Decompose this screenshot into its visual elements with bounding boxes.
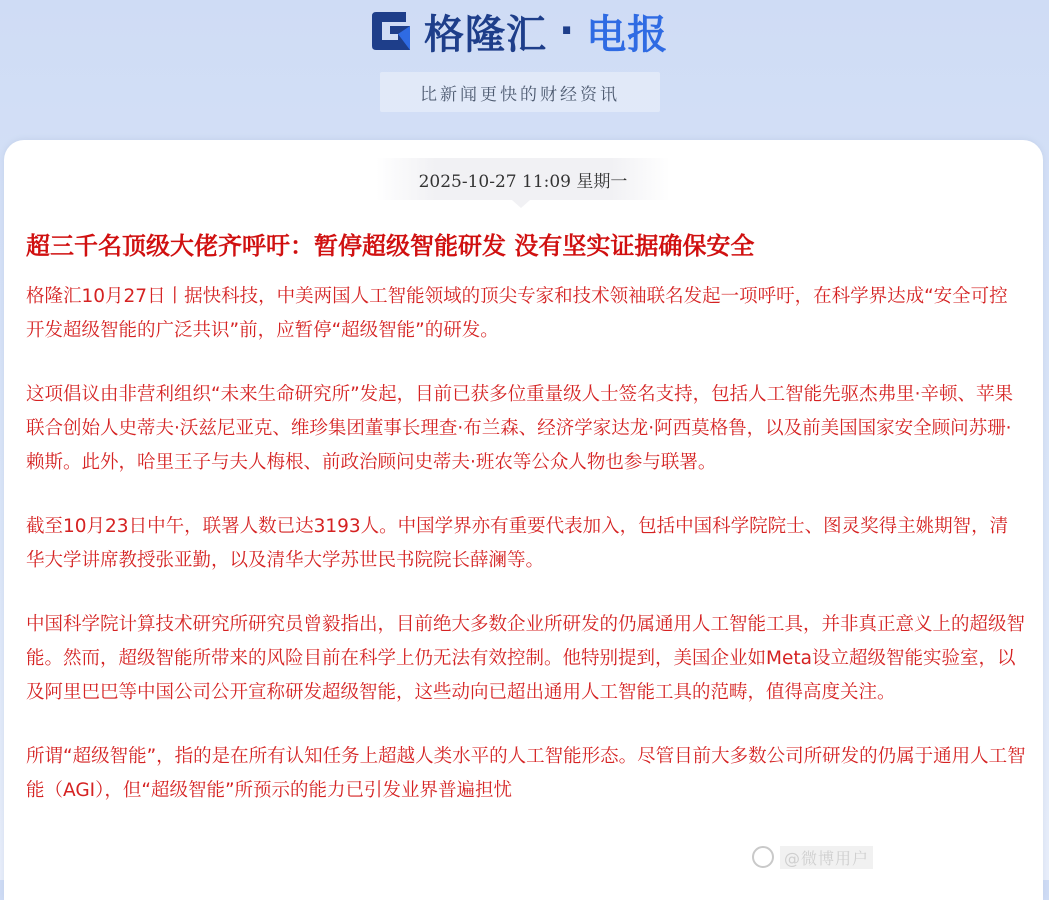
article-body: [26, 280, 1026, 838]
brand-separator: ·: [559, 8, 575, 54]
article-paragraph: 截至10月23日中午，联署人数已达3193人。中国学界亦有重要代表加入，包括中国科学院院士、图灵奖得主姚期智，清华大学讲席教授张亚勤，以及清华大学苏世民书院院长薛澜等。: [26, 516, 1009, 571]
tagline-box: [380, 72, 660, 112]
article-headline: 超三千名顶级大佬齐呼吁：暂停超级智能研发 没有坚实证据确保安全: [26, 231, 755, 260]
article-paragraph: 所谓“超级智能”，指的是在所有认知任务上超越人类水平的人工智能形态。尽管目前大多数公司所研发的仍属于通用人工智能（AGI），但“超级智能”所预示的能力已引发业界普遍担忧: [26, 746, 1026, 801]
brand-subtitle: 电报: [586, 11, 669, 58]
publish-datetime: 2025-10-27 11:09 星期一: [418, 171, 628, 192]
tagline: 比新闻更快的财经资讯: [420, 84, 620, 105]
brand-name: 格隆汇: [424, 11, 547, 58]
brand: [368, 6, 668, 56]
news-card: [4, 140, 1043, 900]
article-paragraph: 中国科学院计算技术研究所研究员曾毅指出，目前绝大多数企业所研发的仍属通用人工智能工具，并非真正意义上的超级智能。然而，超级智能所带来的风险目前在科学上仍无法有效控制。他特别提到，美国企业如Meta设立超级智能实验室，以及阿里巴巴等中国公司公开宣称研发超级智能，这些动向已超出通用人工智能工具的范畴，值得高度关注。: [26, 614, 1026, 703]
weibo-icon: [752, 846, 774, 868]
header: [0, 0, 1049, 140]
article-paragraph: 这项倡议由非营利组织“未来生命研究所”发起，目前已获多位重量级人士签名支持，包括人工智能先驱杰弗里·辛顿、苹果联合创始人史蒂夫·沃兹尼亚克、维珍集团董事长理查·布兰森、经济学家达龙·阿西莫格鲁，以及前美国国家安全顾问苏珊·赖斯。此外，哈里王子与夫人梅根、前政治顾问史蒂夫·班农等公众人物也参与联署。: [26, 384, 1014, 473]
watermark-text: @微博用户: [780, 846, 873, 869]
weibo-watermark: [752, 842, 1042, 872]
date-badge: [376, 158, 670, 200]
article-paragraph: 格隆汇10月27日丨据快科技，中美两国人工智能领域的顶尖专家和技术领袖联名发起一项呼吁，在科学界达成“安全可控开发超级智能的广泛共识”前，应暂停“超级智能”的研发。: [26, 286, 1008, 341]
date-pointer: [512, 200, 530, 208]
gelonghui-logo-icon: [368, 8, 414, 54]
